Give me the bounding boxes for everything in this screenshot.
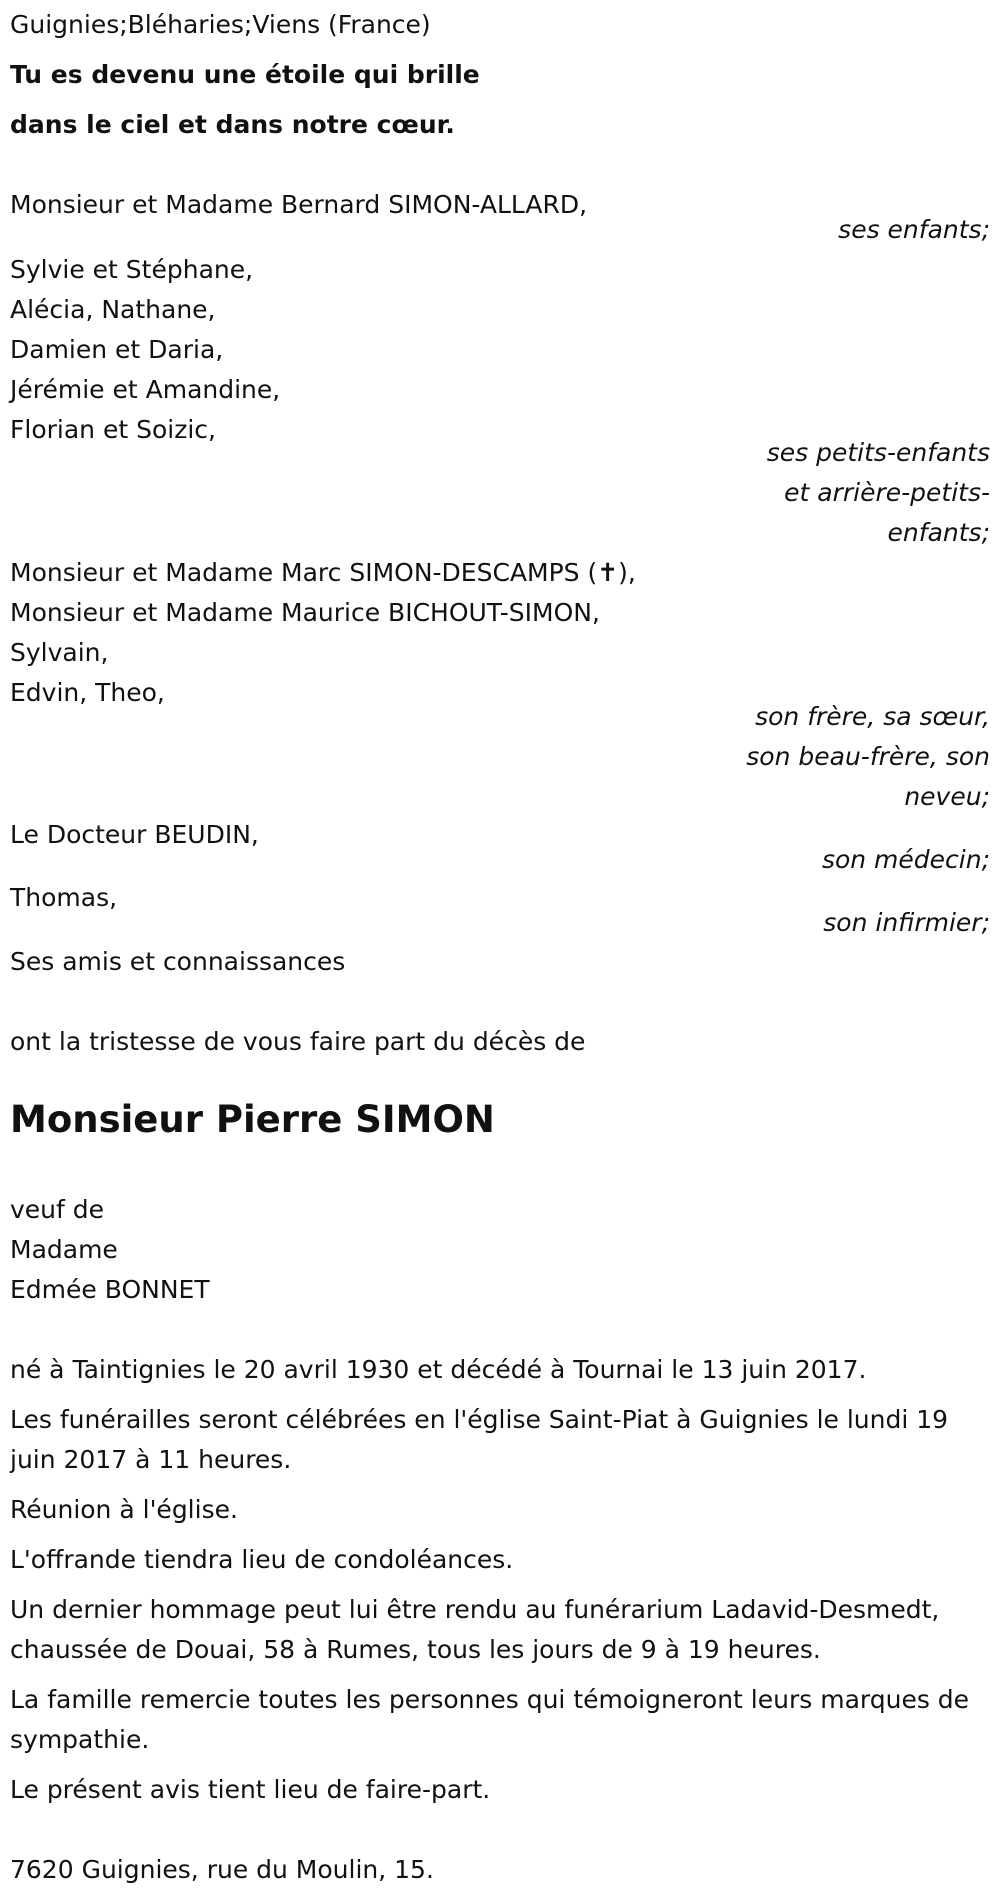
siblings-relation-line: neveu; bbox=[904, 782, 990, 811]
children-relation: ses enfants; bbox=[838, 215, 990, 244]
siblings-relation-line: son beau-frère, son bbox=[746, 742, 990, 771]
spouse-line: Madame bbox=[10, 1235, 118, 1264]
meeting-line: Réunion à l'église. bbox=[10, 1495, 238, 1524]
nurse-relation: son infirmier; bbox=[823, 908, 990, 937]
funeral-details: Les funérailles seront célébrées en l'église Saint-Piat à Guignies le lundi 19 juin 2017 à 11 heures. bbox=[10, 1405, 949, 1474]
announcement-line: ont la tristesse de vous faire part du décès de bbox=[10, 1027, 586, 1056]
location-line: Guignies;Bléharies;Viens (France) bbox=[10, 10, 431, 39]
grandchild-name: Sylvie et Stéphane, bbox=[10, 255, 254, 284]
grandchild-name: Jérémie et Amandine, bbox=[10, 375, 281, 404]
grandchildren-relation-line: et arrière-petits- bbox=[784, 478, 990, 507]
verse-line-1: Tu es devenu une étoile qui brille bbox=[10, 60, 480, 89]
children-name: Monsieur et Madame Bernard SIMON-ALLARD, bbox=[10, 190, 588, 219]
spouse-line: veuf de bbox=[10, 1195, 105, 1224]
friends-line: Ses amis et connaissances bbox=[10, 947, 346, 976]
grandchild-name: Florian et Soizic, bbox=[10, 415, 216, 444]
offering-line: L'offrande tiendra lieu de condoléances. bbox=[10, 1545, 514, 1574]
sibling-name: Monsieur et Madame Marc SIMON-DESCAMPS (✝), bbox=[10, 558, 636, 587]
spouse-line: Edmée BONNET bbox=[10, 1275, 210, 1304]
tribute-details: Un dernier hommage peut lui être rendu au funérarium Ladavid-Desmedt, chaussée de Douai, 58 à Rumes, tous les jours de 9 à 19 heures. bbox=[10, 1595, 940, 1664]
grandchild-name: Alécia, Nathane, bbox=[10, 295, 216, 324]
nurse-name: Thomas, bbox=[10, 883, 118, 912]
doctor-relation: son médecin; bbox=[821, 845, 990, 874]
siblings-relation-line: son frère, sa sœur, bbox=[755, 702, 990, 731]
sibling-name: Monsieur et Madame Maurice BICHOUT-SIMON, bbox=[10, 598, 600, 627]
sibling-name: Sylvain, bbox=[10, 638, 109, 667]
verse-line-2: dans le ciel et dans notre cœur. bbox=[10, 110, 455, 139]
sibling-name: Edvin, Theo, bbox=[10, 678, 165, 707]
deceased-name: Monsieur Pierre SIMON bbox=[10, 1098, 495, 1141]
thanks-line: La famille remercie toutes les personnes qui témoigneront leurs marques de sympathie. bbox=[10, 1685, 970, 1754]
grandchildren-relation-line: enfants; bbox=[887, 518, 990, 547]
birth-death-line: né à Taintignies le 20 avril 1930 et décédé à Tournai le 13 juin 2017. bbox=[10, 1355, 867, 1384]
doctor-name: Le Docteur BEUDIN, bbox=[10, 820, 259, 849]
address-line: 7620 Guignies, rue du Moulin, 15. bbox=[10, 1855, 434, 1884]
notice-line: Le présent avis tient lieu de faire-part. bbox=[10, 1775, 491, 1804]
grandchildren-relation-line: ses petits-enfants bbox=[766, 438, 990, 467]
grandchild-name: Damien et Daria, bbox=[10, 335, 224, 364]
